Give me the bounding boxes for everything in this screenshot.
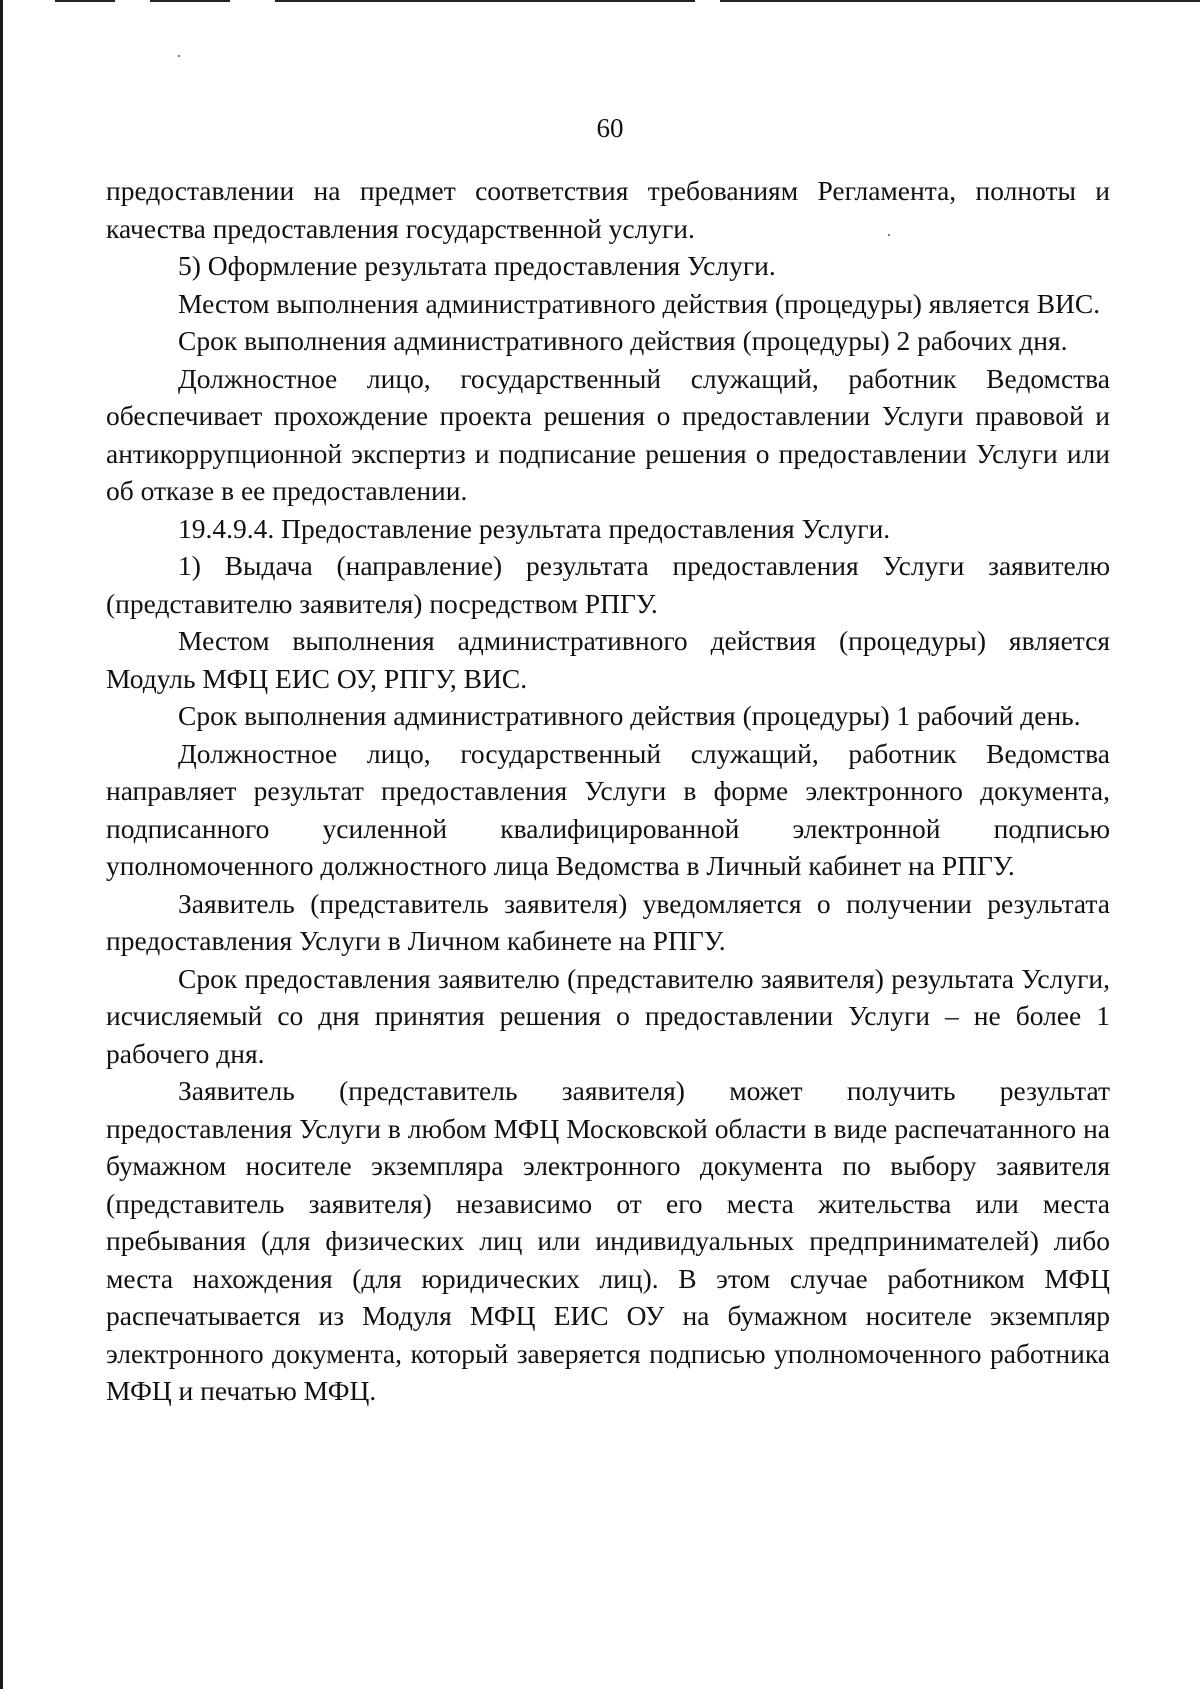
paragraph: Срок выполнения административного действия (процедуры) 2 рабочих дня. <box>178 325 1068 356</box>
paragraph: Заявитель (представитель заявителя) уведомляется о получении результата предоставления Услуги в Личном кабинете на РПГУ. <box>106 887 1110 956</box>
paragraph: 1) Выдача (направление) результата предоставления Услуги заявителю (представителю заявителя) посредством РПГУ. <box>106 550 1110 619</box>
scan-speck <box>178 55 180 57</box>
scan-border-top-2 <box>150 0 230 2</box>
scan-border-left <box>0 0 3 1689</box>
scan-border-top-1 <box>55 0 115 2</box>
document-body <box>106 172 1110 1410</box>
paragraph: Должностное лицо, государственный служащий, работник Ведомства направляет результат предоставления Услуги в форме электронного документа, подписанного усиленной квалифицированной электронной подписью уполномоченного должностного лица Ведомства в Личный кабинет на РПГУ. <box>106 737 1110 881</box>
paragraph: предоставлении на предмет соответствия требованиям Регламента, полноты и качества предоставления государственной услуги. <box>106 175 1110 244</box>
section-heading: 19.4.9.4. Предоставление результата предоставления Услуги. <box>178 512 891 544</box>
paragraph: 5) Оформление результата предоставления Услуги. <box>178 250 776 281</box>
paragraph: Местом выполнения административного действия (процедуры) является Модуль МФЦ ЕИС ОУ, РПГУ, ВИС. <box>106 625 1110 694</box>
paragraph: Срок предоставления заявителю (представителю заявителя) результата Услуги, исчисляемый со дня принятия решения о предоставлении Услуги – не более 1 рабочего дня. <box>106 962 1110 1069</box>
paragraph: Срок выполнения административного действия (процедуры) 1 рабочий день. <box>178 700 1081 731</box>
paragraph: Местом выполнения административного действия (процедуры) является ВИС. <box>178 287 1101 319</box>
paragraph: Должностное лицо, государственный служащий, работник Ведомства обеспечивает прохождение проекта решения о предоставлении Услуги правовой и антикоррупционной экспертиз и подписание решения о предоставлении Услуги или об отказе в ее предоставлении. <box>106 362 1110 506</box>
scan-border-top-3 <box>275 0 695 2</box>
paragraph: Заявитель (представитель заявителя) может получить результат предоставления Услуги в любом МФЦ Московской области в виде распечатанного на бумажном носителе экземпляра электронного документа по выбору заявителя (представитель заявителя) независимо от его места жительства или места пребывания (для физических лиц или индивидуальных предпринимателей) либо места нахождения (для юридических лиц). В этом случае работником МФЦ распечатывается из Модуля МФЦ ЕИС ОУ на бумажном носителе экземпляр электронного документа, который заверяется подписью уполномоченного работника МФЦ и печатью МФЦ. <box>106 1075 1110 1406</box>
page-number: 60 <box>596 113 624 143</box>
scan-border-top-4 <box>720 0 1200 2</box>
